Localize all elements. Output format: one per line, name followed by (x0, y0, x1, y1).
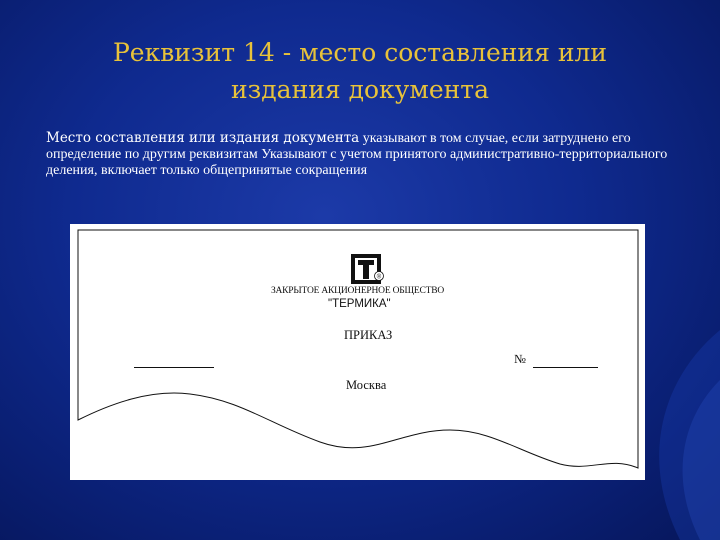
date-blank-line (134, 367, 214, 368)
place-of-issue-label: Москва (346, 378, 387, 392)
org-name-label: "ТЕРМИКА" (328, 298, 391, 310)
slide-body-text (46, 130, 686, 179)
slide-title (40, 34, 680, 108)
registered-mark: ® (376, 274, 382, 281)
number-label: № (514, 352, 526, 366)
slide-title-line2: издания документа (230, 75, 490, 104)
org-type-label: ЗАКРЫТОЕ АКЦИОНЕРНОЕ ОБЩЕСТВО (270, 286, 445, 296)
body-rest-text: указывают в том случае, если затруднено его определение по другим реквизитам Указывают с учетом принятого административно-территориального деления, включает только общепринятые сокращения (46, 131, 668, 178)
body-lead-text: Место составления или издания документа (46, 130, 360, 146)
number-blank-line (533, 367, 598, 368)
document-type-label: ПРИКАЗ (344, 328, 393, 342)
company-logo-icon (351, 254, 385, 284)
slide-title-line1: Реквизит 14 - место составления или (112, 38, 608, 67)
document-sample-panel (70, 224, 645, 480)
